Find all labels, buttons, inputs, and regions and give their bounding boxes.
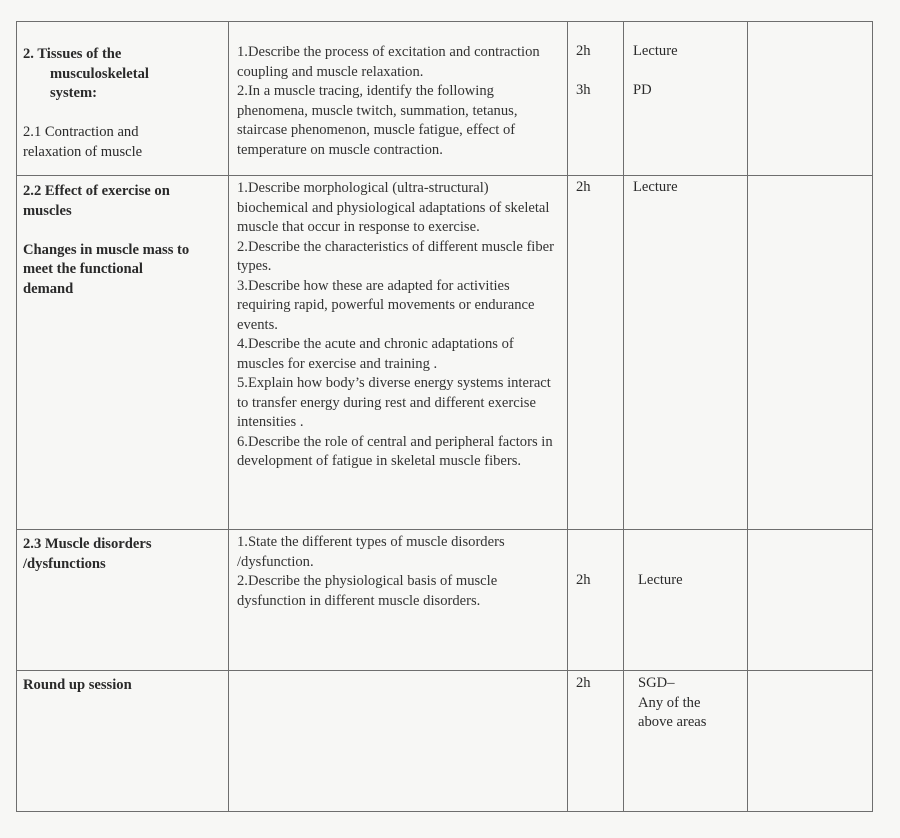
topic-subheading-line: Changes in muscle mass to [23,241,190,258]
duration-cell [568,176,624,530]
method-value: Lecture [633,179,678,195]
objective-item: 4.Describe the acute and chronic adaptations of muscles for exercise and training . [237,336,514,372]
objective-item: 3.Describe how these are adapted for activities requiring rapid, powerful movements or endurance events. [237,277,535,333]
topic-heading-line: 2.3 Muscle disorders [23,536,152,552]
topic-heading-line: /dysfunctions [23,555,106,572]
table-row [17,530,873,671]
objectives-cell [229,176,568,530]
topic-heading-line: 2.2 Effect of exercise on [23,183,170,199]
duration-value: 3h [576,82,591,98]
method-value: Any of the [638,694,701,711]
topic-cell [17,671,229,812]
objective-item: 1.State the different types of muscle disorders /dysfunction. [237,534,505,570]
topic-subheading-line: relaxation of muscle [23,143,143,160]
method-cell [624,671,748,812]
curriculum-table [16,21,873,812]
objective-item: 2.Describe the characteristics of different muscle fiber types. [237,238,555,274]
objective-item: 1.Describe morphological (ultra-structural) biochemical and physiological adaptations of skeletal muscle that occur in response to exercise. [237,180,550,235]
table-row [17,22,873,176]
duration-value: 2h [576,43,591,59]
objectives-cell [229,671,568,812]
topic-heading-line: muscles [23,202,72,219]
method-value: PD [633,82,652,98]
method-cell [624,22,748,176]
topic-subheading-line: meet the functional [23,261,143,277]
duration-cell [568,530,624,671]
topic-heading-line: musculoskeletal [50,65,149,82]
topic-heading-line: 2. Tissues of the [23,46,122,62]
method-value: SGD– [638,675,675,691]
topic-heading-line: Round up session [23,677,132,693]
method-value: Lecture [633,43,678,59]
remarks-cell [748,22,873,176]
objective-item: 2.Describe the physiological basis of muscle dysfunction in different muscle disorders. [237,573,498,609]
topic-cell [17,176,229,530]
table-row [17,176,873,530]
objective-item: 1.Describe the process of excitation and contraction coupling and muscle relaxation. [237,44,540,80]
topic-cell [17,22,229,176]
duration-value: 2h [576,675,591,691]
topic-heading-line: system: [50,85,98,101]
method-value: Lecture [638,572,683,588]
method-cell [624,176,748,530]
objective-item: 5.Explain how body’s diverse energy systems interact to transfer energy during rest and different exercise intensities . [237,375,551,430]
topic-subheading-line: demand [23,280,74,297]
duration-cell [568,671,624,812]
remarks-cell [748,530,873,671]
topic-subheading-line: 2.1 Contraction and [23,124,139,140]
remarks-cell [748,671,873,812]
duration-value: 2h [576,572,591,588]
table-row [17,671,873,812]
objective-item: 2.In a muscle tracing, identify the following phenomena, muscle twitch, summation, tetanus, staircase phenomenon, muscle fatigue, effect of temperature on muscle contraction. [237,83,518,158]
objectives-cell [229,530,568,671]
duration-cell [568,22,624,176]
method-cell [624,530,748,671]
method-value: above areas [638,714,707,730]
topic-cell [17,530,229,671]
objective-item: 6.Describe the role of central and peripheral factors in development of fatigue in skeletal muscle fibers. [237,433,553,469]
objectives-cell [229,22,568,176]
duration-value: 2h [576,179,591,195]
remarks-cell [748,176,873,530]
